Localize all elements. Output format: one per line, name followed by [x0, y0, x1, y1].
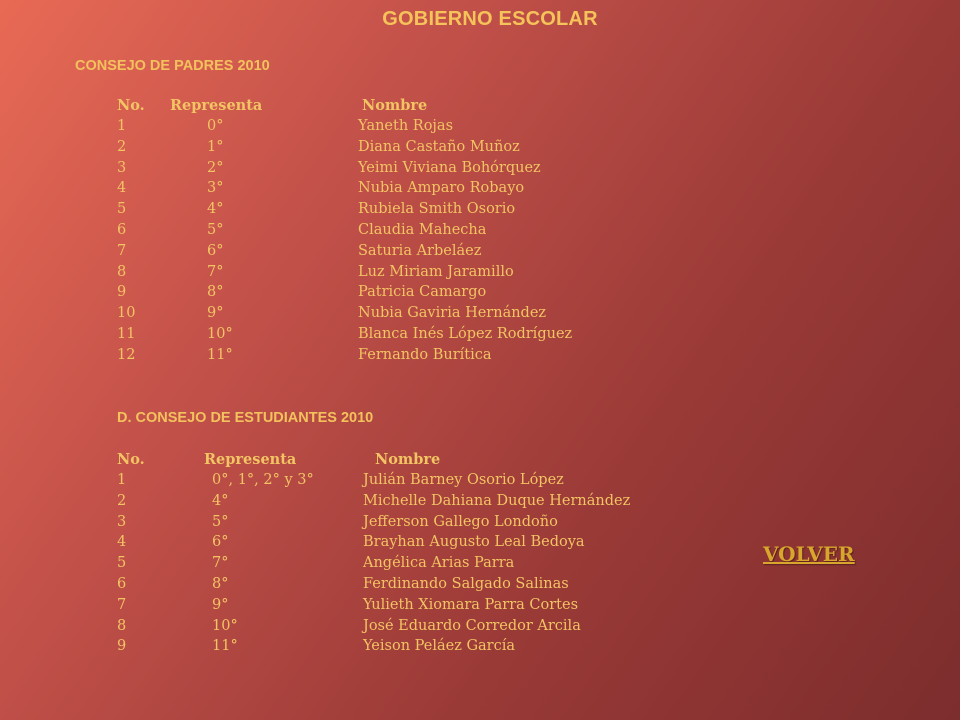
row-nombre: Yeison Peláez García [363, 638, 516, 655]
row-nombre: Yaneth Rojas [358, 118, 454, 134]
row-no: 6 [117, 222, 127, 238]
row-nombre: Brayhan Augusto Leal Bedoya [363, 534, 585, 551]
row-representa: 6° [212, 534, 229, 551]
estudiantes-heading: D. CONSEJO DE ESTUDIANTES 2010 [117, 410, 374, 426]
row-no: 1 [117, 472, 127, 488]
row-nombre: Yeimi Viviana Bohórquez [358, 159, 541, 176]
column-header-no: No. [117, 451, 145, 468]
row-representa: 3° [207, 180, 224, 197]
row-no: 12 [117, 346, 136, 363]
row-representa: 8° [212, 576, 229, 592]
row-nombre: Yulieth Xiomara Parra Cortes [363, 596, 579, 613]
row-nombre: Ferdinando Salgado Salinas [363, 576, 569, 592]
row-representa: 6° [207, 242, 224, 259]
column-header-representa: Representa [170, 97, 263, 114]
row-nombre: Rubiela Smith Osorio [358, 201, 516, 218]
row-no: 3 [117, 513, 127, 530]
row-representa: 4° [207, 201, 224, 218]
row-nombre: Blanca Inés López Rodríguez [358, 326, 573, 342]
row-nombre: Jefferson Gallego Londoño [363, 513, 558, 530]
row-nombre: Saturia Arbeláez [358, 242, 482, 259]
row-no: 5 [117, 201, 127, 218]
row-nombre: Michelle Dahiana Duque Hernández [363, 492, 631, 509]
row-no: 11 [117, 326, 136, 342]
row-representa: 9° [212, 596, 229, 613]
row-no: 2 [117, 492, 127, 509]
row-representa: 8° [207, 284, 224, 301]
row-representa: 10° [207, 326, 233, 342]
row-nombre: Julián Barney Osorio López [363, 472, 564, 488]
row-representa: 11° [212, 638, 238, 655]
volver-link[interactable]: VOLVER [763, 542, 855, 566]
row-no: 7 [117, 596, 127, 613]
row-no: 8 [117, 263, 127, 280]
row-no: 3 [117, 159, 127, 176]
column-header-no: No. [117, 97, 145, 114]
row-no: 4 [117, 534, 127, 551]
row-no: 10 [117, 305, 136, 322]
row-representa: 7° [207, 263, 224, 280]
row-representa: 1° [207, 138, 224, 155]
column-header-nombre: Nombre [362, 97, 428, 114]
row-no: 7 [117, 242, 127, 259]
row-representa: 2° [207, 159, 224, 176]
row-nombre: Patricia Camargo [358, 284, 487, 301]
row-no: 9 [117, 638, 127, 655]
row-no: 4 [117, 180, 127, 197]
row-nombre: Claudia Mahecha [358, 222, 487, 238]
row-representa: 0°, 1°, 2° y 3° [212, 472, 314, 488]
row-representa: 9° [207, 305, 224, 322]
row-nombre: José Eduardo Corredor Arcila [363, 617, 581, 634]
column-header-nombre: Nombre [375, 451, 441, 468]
row-no: 5 [117, 555, 127, 572]
row-no: 8 [117, 617, 127, 634]
row-nombre: Diana Castaño Muñoz [358, 138, 520, 155]
row-nombre: Luz Miriam Jaramillo [358, 263, 514, 280]
row-no: 2 [117, 138, 127, 155]
row-representa: 7° [212, 555, 229, 572]
row-representa: 4° [212, 492, 229, 509]
row-representa: 10° [212, 617, 238, 634]
row-no: 6 [117, 576, 127, 592]
row-no: 9 [117, 284, 127, 301]
row-representa: 5° [207, 222, 224, 238]
row-representa: 0° [207, 118, 224, 134]
row-nombre: Nubia Amparo Robayo [358, 180, 525, 197]
row-nombre: Angélica Arias Parra [363, 555, 515, 572]
row-nombre: Fernando Burítica [358, 346, 492, 363]
row-nombre: Nubia Gaviria Hernández [358, 305, 547, 322]
column-header-representa: Representa [204, 451, 297, 468]
page-title: GOBIERNO ESCOLAR [382, 8, 598, 30]
row-no: 1 [117, 118, 127, 134]
row-representa: 11° [207, 346, 233, 363]
padres-heading: CONSEJO DE PADRES 2010 [75, 58, 270, 74]
row-representa: 5° [212, 513, 229, 530]
